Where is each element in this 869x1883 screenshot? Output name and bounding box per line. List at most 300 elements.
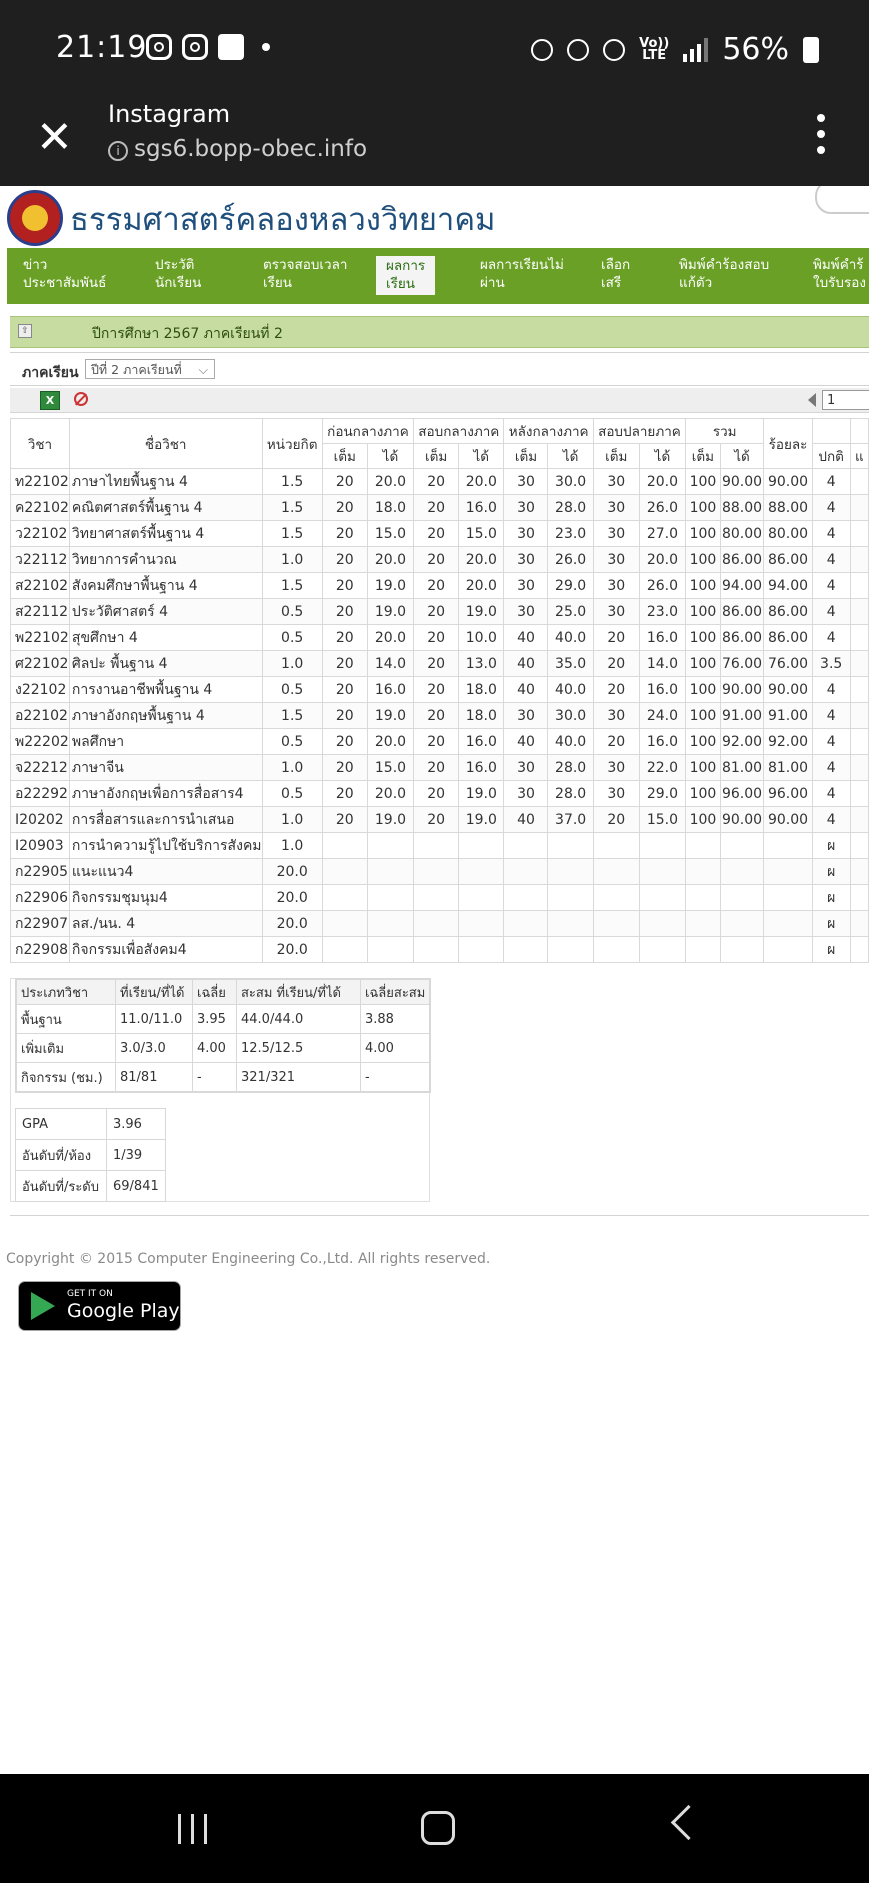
cell-credit: 0.5 — [262, 599, 322, 625]
cell-grade: 4 — [812, 781, 850, 807]
cell-g1: 19.0 — [367, 599, 413, 625]
cell-f3: 30 — [504, 573, 548, 599]
summary-col-studied: ที่เรียน/ที่ได้ — [116, 980, 193, 1005]
cell-g2: 13.0 — [459, 651, 504, 677]
cell-g4: 16.0 — [639, 677, 685, 703]
table-row — [11, 495, 869, 521]
cell-f3: 30 — [504, 755, 548, 781]
cell-name: กิจกรรมเพื่อสังคม4 — [69, 937, 262, 963]
cell-code: พ22102 — [11, 625, 70, 651]
table-row — [11, 755, 869, 781]
cell-g4: 26.0 — [639, 495, 685, 521]
cell-extra — [850, 495, 868, 521]
table-row — [11, 781, 869, 807]
cell-extra — [850, 807, 868, 833]
cell-g3: 29.0 — [548, 573, 593, 599]
cell-credit: 20.0 — [262, 885, 322, 911]
cell-g1: 18.0 — [367, 495, 413, 521]
cell-g1: 20.0 — [367, 729, 413, 755]
cell-f4 — [593, 885, 639, 911]
cell-f3: 30 — [504, 469, 548, 495]
cell-g1: 15.0 — [367, 755, 413, 781]
cell-f1: 20 — [322, 547, 367, 573]
status-bar — [0, 0, 869, 96]
cell-g1: 14.0 — [367, 651, 413, 677]
cell-f2: 20 — [414, 729, 459, 755]
cell-name: สุขศึกษา 4 — [69, 625, 262, 651]
cell-f2 — [414, 885, 459, 911]
cell-g1 — [367, 885, 413, 911]
instagram-notification-icon — [146, 34, 172, 60]
cell-tg: 86.00 — [720, 547, 764, 573]
rank-room-value: 1/39 — [107, 1140, 166, 1171]
cell-tg: 90.00 — [720, 469, 764, 495]
nav-student-profile[interactable]: ประวัติ นักเรียน — [155, 257, 202, 291]
cell-pct — [764, 937, 813, 963]
cell-f1 — [322, 885, 367, 911]
cell-f2: 20 — [414, 807, 459, 833]
rank-level-label: อันดับที่/ระดับ — [16, 1171, 107, 1202]
cell-code: จ22212 — [11, 755, 70, 781]
table-row — [11, 651, 869, 677]
cell-extra — [850, 599, 868, 625]
cell-g1 — [367, 833, 413, 859]
cell-f2: 20 — [414, 677, 459, 703]
cell-code: ก22905 — [11, 859, 70, 885]
col-group-final: สอบปลายภาค — [593, 419, 685, 444]
cell-g2: 19.0 — [459, 807, 504, 833]
volte-icon: Vo)) LTE — [639, 35, 670, 63]
nav-grades[interactable]: ผลการ เรียน — [376, 256, 435, 295]
cell-f3: 40 — [504, 651, 548, 677]
cell-f2: 20 — [414, 573, 459, 599]
col-full: เต็ม — [322, 444, 367, 469]
cell-credit: 0.5 — [262, 625, 322, 651]
cell-g1: 19.0 — [367, 573, 413, 599]
cell-f1: 20 — [322, 781, 367, 807]
cell-tg: 81.00 — [720, 755, 764, 781]
cell-code: อ22292 — [11, 781, 70, 807]
cell-f4: 30 — [593, 755, 639, 781]
cell-pct — [764, 885, 813, 911]
cell-extra — [850, 703, 868, 729]
page-number-input[interactable]: 1 — [822, 390, 869, 410]
cell-g2: 20.0 — [459, 547, 504, 573]
cell-grade: 4 — [812, 599, 850, 625]
cell-name: การสื่อสารและการนำเสนอ — [69, 807, 262, 833]
cell-grade: 4 — [812, 625, 850, 651]
nav-attendance[interactable]: ตรวจสอบเวลา เรียน — [263, 257, 348, 291]
col-subject-name: ชื่อวิชา — [69, 419, 262, 469]
cell-tg — [720, 859, 764, 885]
clear-filter-icon[interactable] — [74, 392, 88, 406]
cell-f1: 20 — [322, 651, 367, 677]
cell-tf: 100 — [686, 547, 721, 573]
cell-tf: 100 — [686, 755, 721, 781]
cell-f2: 20 — [414, 755, 459, 781]
col-percent: ร้อยละ — [764, 419, 813, 469]
cell-pct: 96.00 — [764, 781, 813, 807]
cell-f4: 30 — [593, 781, 639, 807]
cell-f2: 20 — [414, 521, 459, 547]
cell-code: I20202 — [11, 807, 70, 833]
back-icon[interactable] — [671, 1805, 706, 1840]
gpa-value: 3.96 — [107, 1109, 166, 1140]
cell-tg: 86.00 — [720, 599, 764, 625]
cell-g3 — [548, 911, 593, 937]
cell-f1: 20 — [322, 521, 367, 547]
cell-g4 — [639, 833, 685, 859]
signal-icon — [683, 38, 708, 62]
cell-f3: 30 — [504, 781, 548, 807]
cell-name: ภาษาอังกฤษเพื่อการสื่อสาร4 — [69, 781, 262, 807]
cell-name: ลส./นน. 4 — [69, 911, 262, 937]
cell-tf: 100 — [686, 521, 721, 547]
cell-name: การงานอาชีพพื้นฐาน 4 — [69, 677, 262, 703]
cell-f1: 20 — [322, 495, 367, 521]
cell-g1: 19.0 — [367, 703, 413, 729]
summary-col-cumulative-average: เฉลี่ยสะสม — [361, 980, 430, 1005]
close-icon[interactable]: ✕ — [36, 112, 73, 163]
cell-tg: 91.00 — [720, 703, 764, 729]
cell-credit: 1.0 — [262, 807, 322, 833]
cell-g1 — [367, 911, 413, 937]
divider — [10, 352, 869, 353]
cell-f4: 30 — [593, 573, 639, 599]
cell-grade: 4 — [812, 547, 850, 573]
cell-name: ภาษาอังกฤษพื้นฐาน 4 — [69, 703, 262, 729]
grades-table — [10, 418, 869, 963]
cell-tg: 90.00 — [720, 807, 764, 833]
col-full: เต็ม — [414, 444, 459, 469]
cell-pct: 81.00 — [764, 755, 813, 781]
cell-g3: 35.0 — [548, 651, 593, 677]
cell-f4 — [593, 937, 639, 963]
summary-row: พื้นฐาน 11.0/11.0 3.95 44.0/44.0 3.88 — [17, 1005, 430, 1034]
cell-name: ภาษาจีน — [69, 755, 262, 781]
battery-icon — [803, 37, 819, 63]
info-icon: i — [108, 141, 128, 161]
cell-tf: 100 — [686, 495, 721, 521]
cell-extra — [850, 755, 868, 781]
table-row — [11, 833, 869, 859]
collapse-icon[interactable]: ⇧ — [18, 324, 32, 338]
cell-f1 — [322, 833, 367, 859]
cell-g2: 18.0 — [459, 703, 504, 729]
cell-f4: 30 — [593, 469, 639, 495]
cell-g3 — [548, 885, 593, 911]
table-row — [11, 911, 869, 937]
cell-g2: 19.0 — [459, 599, 504, 625]
cell-pct: 88.00 — [764, 495, 813, 521]
in-app-browser-header — [0, 96, 869, 186]
rank-room-label: อันดับที่/ห้อง — [16, 1140, 107, 1171]
cell-f3: 30 — [504, 521, 548, 547]
cell-credit: 1.0 — [262, 833, 322, 859]
cell-tf: 100 — [686, 469, 721, 495]
cell-grade: ผ — [812, 833, 850, 859]
cell-code: ท22102 — [11, 469, 70, 495]
gallery-notification-icon — [218, 34, 244, 60]
col-group-pre-midterm: ก่อนกลางภาค — [322, 419, 413, 444]
cell-f1 — [322, 859, 367, 885]
cell-pct: 92.00 — [764, 729, 813, 755]
cell-pct: 80.00 — [764, 521, 813, 547]
nav-print-certificate[interactable]: พิมพ์คำร้ ใบรับรอง — [813, 257, 866, 291]
col-full: เต็ม — [593, 444, 639, 469]
col-code: วิชา — [11, 419, 70, 469]
cell-g3: 37.0 — [548, 807, 593, 833]
cell-grade: 4 — [812, 573, 850, 599]
cell-g4: 15.0 — [639, 807, 685, 833]
cell-g4: 29.0 — [639, 781, 685, 807]
cell-g3 — [548, 859, 593, 885]
cell-g2 — [459, 859, 504, 885]
cell-extra — [850, 625, 868, 651]
table-toolbar — [10, 388, 869, 413]
cell-f4: 20 — [593, 677, 639, 703]
cell-g3: 25.0 — [548, 599, 593, 625]
browser-title: Instagram — [108, 100, 231, 128]
recents-icon[interactable] — [178, 1814, 207, 1844]
cell-f1 — [322, 911, 367, 937]
copyright: Copyright © 2015 Computer Engineering Co.,Ltd. All rights reserved. — [6, 1251, 491, 1267]
table-row — [11, 625, 869, 651]
cell-f1: 20 — [322, 729, 367, 755]
cell-g2: 16.0 — [459, 495, 504, 521]
cell-g2: 10.0 — [459, 625, 504, 651]
nav-elective[interactable]: เลือก เสรี — [601, 257, 631, 291]
instagram-notification-icon-2 — [182, 34, 208, 60]
clock: 21:19 — [56, 30, 148, 65]
table-row — [11, 547, 869, 573]
cell-tf: 100 — [686, 677, 721, 703]
gpa-label: GPA — [16, 1109, 107, 1140]
col-extra: แ — [850, 444, 868, 469]
table-row — [11, 859, 869, 885]
system-navigation-bar — [0, 1774, 869, 1883]
cell-f1: 20 — [322, 677, 367, 703]
cell-grade: 4 — [812, 521, 850, 547]
cell-g1: 20.0 — [367, 469, 413, 495]
nfc-icon — [531, 39, 553, 61]
previous-page-icon[interactable] — [808, 393, 816, 407]
cell-grade: ผ — [812, 885, 850, 911]
cell-f3: 40 — [504, 807, 548, 833]
cell-credit: 1.0 — [262, 547, 322, 573]
cell-name: วิทยาการคำนวณ — [69, 547, 262, 573]
cell-f2: 20 — [414, 599, 459, 625]
table-row — [11, 807, 869, 833]
cell-tf: 100 — [686, 651, 721, 677]
academic-year-bar — [10, 316, 869, 348]
cell-g4 — [639, 885, 685, 911]
browser-url[interactable]: i sgs6.bopp-obec.info — [108, 136, 367, 162]
cell-extra — [850, 651, 868, 677]
cell-f4: 20 — [593, 625, 639, 651]
cell-tf: 100 — [686, 729, 721, 755]
cell-pct — [764, 911, 813, 937]
cell-grade: ผ — [812, 911, 850, 937]
cell-credit: 1.5 — [262, 703, 322, 729]
cell-f1: 20 — [322, 625, 367, 651]
nav-print-retest[interactable]: พิมพ์คำร้องสอบ แก้ตัว — [679, 257, 770, 291]
nav-news[interactable]: ข่าว ประชาสัมพันธ์ — [23, 257, 107, 291]
cell-extra — [850, 937, 868, 963]
col-normal-grade: ปกติ — [812, 444, 850, 469]
cell-pct: 86.00 — [764, 547, 813, 573]
cell-credit: 0.5 — [262, 677, 322, 703]
cell-pct: 86.00 — [764, 625, 813, 651]
cell-pct: 90.00 — [764, 677, 813, 703]
cell-g1: 16.0 — [367, 677, 413, 703]
summary-col-type: ประเภทวิชา — [17, 980, 116, 1005]
cell-f1: 20 — [322, 807, 367, 833]
summary-col-cumulative: สะสม ที่เรียน/ที่ได้ — [237, 980, 361, 1005]
cell-pct: 90.00 — [764, 469, 813, 495]
table-row — [11, 469, 869, 495]
col-full: เต็ม — [504, 444, 548, 469]
semester-select[interactable]: ปีที่ 2 ภาคเรียนที่ ⌵ — [85, 359, 215, 379]
cell-f3: 40 — [504, 677, 548, 703]
cell-extra — [850, 573, 868, 599]
cell-f3: 40 — [504, 625, 548, 651]
cell-tg: 96.00 — [720, 781, 764, 807]
cell-g2: 15.0 — [459, 521, 504, 547]
divider — [10, 1215, 869, 1216]
cell-g1: 19.0 — [367, 807, 413, 833]
cell-f3 — [504, 911, 548, 937]
rank-level-value: 69/841 — [107, 1171, 166, 1202]
cell-tg: 80.00 — [720, 521, 764, 547]
cell-g1 — [367, 937, 413, 963]
cell-f2: 20 — [414, 495, 459, 521]
table-row — [11, 573, 869, 599]
cell-f3: 30 — [504, 495, 548, 521]
cell-tf: 100 — [686, 703, 721, 729]
cell-code: I20903 — [11, 833, 70, 859]
cell-g2: 19.0 — [459, 781, 504, 807]
col-got: ได้ — [367, 444, 413, 469]
cell-tg: 86.00 — [720, 625, 764, 651]
cell-tf: 100 — [686, 625, 721, 651]
cell-f3 — [504, 885, 548, 911]
chevron-down-icon: ⌵ — [198, 362, 208, 377]
cell-tg — [720, 937, 764, 963]
cell-f1: 20 — [322, 599, 367, 625]
cell-tg — [720, 911, 764, 937]
cell-g1: 20.0 — [367, 547, 413, 573]
col-got: ได้ — [459, 444, 504, 469]
divider — [10, 385, 869, 386]
cell-tf — [686, 859, 721, 885]
cell-g2: 16.0 — [459, 755, 504, 781]
cell-code: ส22112 — [11, 599, 70, 625]
cell-g3: 30.0 — [548, 469, 593, 495]
cell-name: ภาษาไทยพื้นฐาน 4 — [69, 469, 262, 495]
cell-credit: 1.5 — [262, 495, 322, 521]
col-group-total: รวม — [686, 419, 764, 444]
cell-g2: 20.0 — [459, 573, 504, 599]
cell-g3: 40.0 — [548, 625, 593, 651]
cell-f4: 30 — [593, 521, 639, 547]
battery-percent: 56% — [722, 32, 789, 67]
cell-g4: 23.0 — [639, 599, 685, 625]
cell-g4: 22.0 — [639, 755, 685, 781]
home-icon[interactable] — [421, 1811, 455, 1845]
cell-name: ประวัติศาสตร์ 4 — [69, 599, 262, 625]
cell-f1 — [322, 937, 367, 963]
cell-pct — [764, 859, 813, 885]
cell-g4 — [639, 911, 685, 937]
google-play-badge[interactable]: GET IT ON Google Play — [18, 1281, 181, 1331]
cell-g4: 20.0 — [639, 547, 685, 573]
cell-credit: 20.0 — [262, 911, 322, 937]
cell-tf: 100 — [686, 781, 721, 807]
cell-extra — [850, 833, 868, 859]
more-options-icon[interactable] — [817, 114, 825, 162]
table-row — [11, 677, 869, 703]
cell-extra — [850, 547, 868, 573]
cell-g1: 15.0 — [367, 521, 413, 547]
cell-grade: 4 — [812, 677, 850, 703]
cell-g4: 20.0 — [639, 469, 685, 495]
cell-grade: ผ — [812, 859, 850, 885]
cell-g2 — [459, 885, 504, 911]
nav-failed-grades[interactable]: ผลการเรียนไม่ ผ่าน — [480, 257, 564, 291]
cell-name: กิจกรรมชุมนุม4 — [69, 885, 262, 911]
cell-g2 — [459, 937, 504, 963]
cell-name: พลศึกษา — [69, 729, 262, 755]
more-notifications-dot — [262, 43, 270, 51]
cell-name: คณิตศาสตร์พื้นฐาน 4 — [69, 495, 262, 521]
cell-g2: 18.0 — [459, 677, 504, 703]
top-right-button[interactable] — [815, 186, 869, 214]
cell-f2: 20 — [414, 625, 459, 651]
cell-g3: 26.0 — [548, 547, 593, 573]
cell-tf: 100 — [686, 599, 721, 625]
cell-code: ก22908 — [11, 937, 70, 963]
cell-tg — [720, 885, 764, 911]
cell-code: ศ22102 — [11, 651, 70, 677]
cell-name: แนะแนว4 — [69, 859, 262, 885]
cell-f3: 30 — [504, 599, 548, 625]
cell-g3: 30.0 — [548, 703, 593, 729]
col-credit: หน่วยกิต — [262, 419, 322, 469]
cell-f2: 20 — [414, 781, 459, 807]
excel-export-icon[interactable]: X — [40, 391, 60, 410]
cell-pct — [764, 833, 813, 859]
summary-row: กิจกรรม (ชม.) 81/81 - 321/321 - — [17, 1063, 430, 1092]
cell-f2: 20 — [414, 703, 459, 729]
cell-credit: 1.5 — [262, 469, 322, 495]
cell-g4: 16.0 — [639, 625, 685, 651]
cell-g2: 16.0 — [459, 729, 504, 755]
cell-grade: 4 — [812, 755, 850, 781]
play-store-icon — [31, 1292, 55, 1320]
cell-tg: 92.00 — [720, 729, 764, 755]
cell-tg: 94.00 — [720, 573, 764, 599]
cell-pct: 91.00 — [764, 703, 813, 729]
cell-code: ก22906 — [11, 885, 70, 911]
alarm-icon — [567, 39, 589, 61]
cell-pct: 76.00 — [764, 651, 813, 677]
cell-g3: 28.0 — [548, 781, 593, 807]
main-nav — [7, 248, 869, 304]
col-full: เต็ม — [686, 444, 721, 469]
cell-extra — [850, 677, 868, 703]
cell-tg: 88.00 — [720, 495, 764, 521]
